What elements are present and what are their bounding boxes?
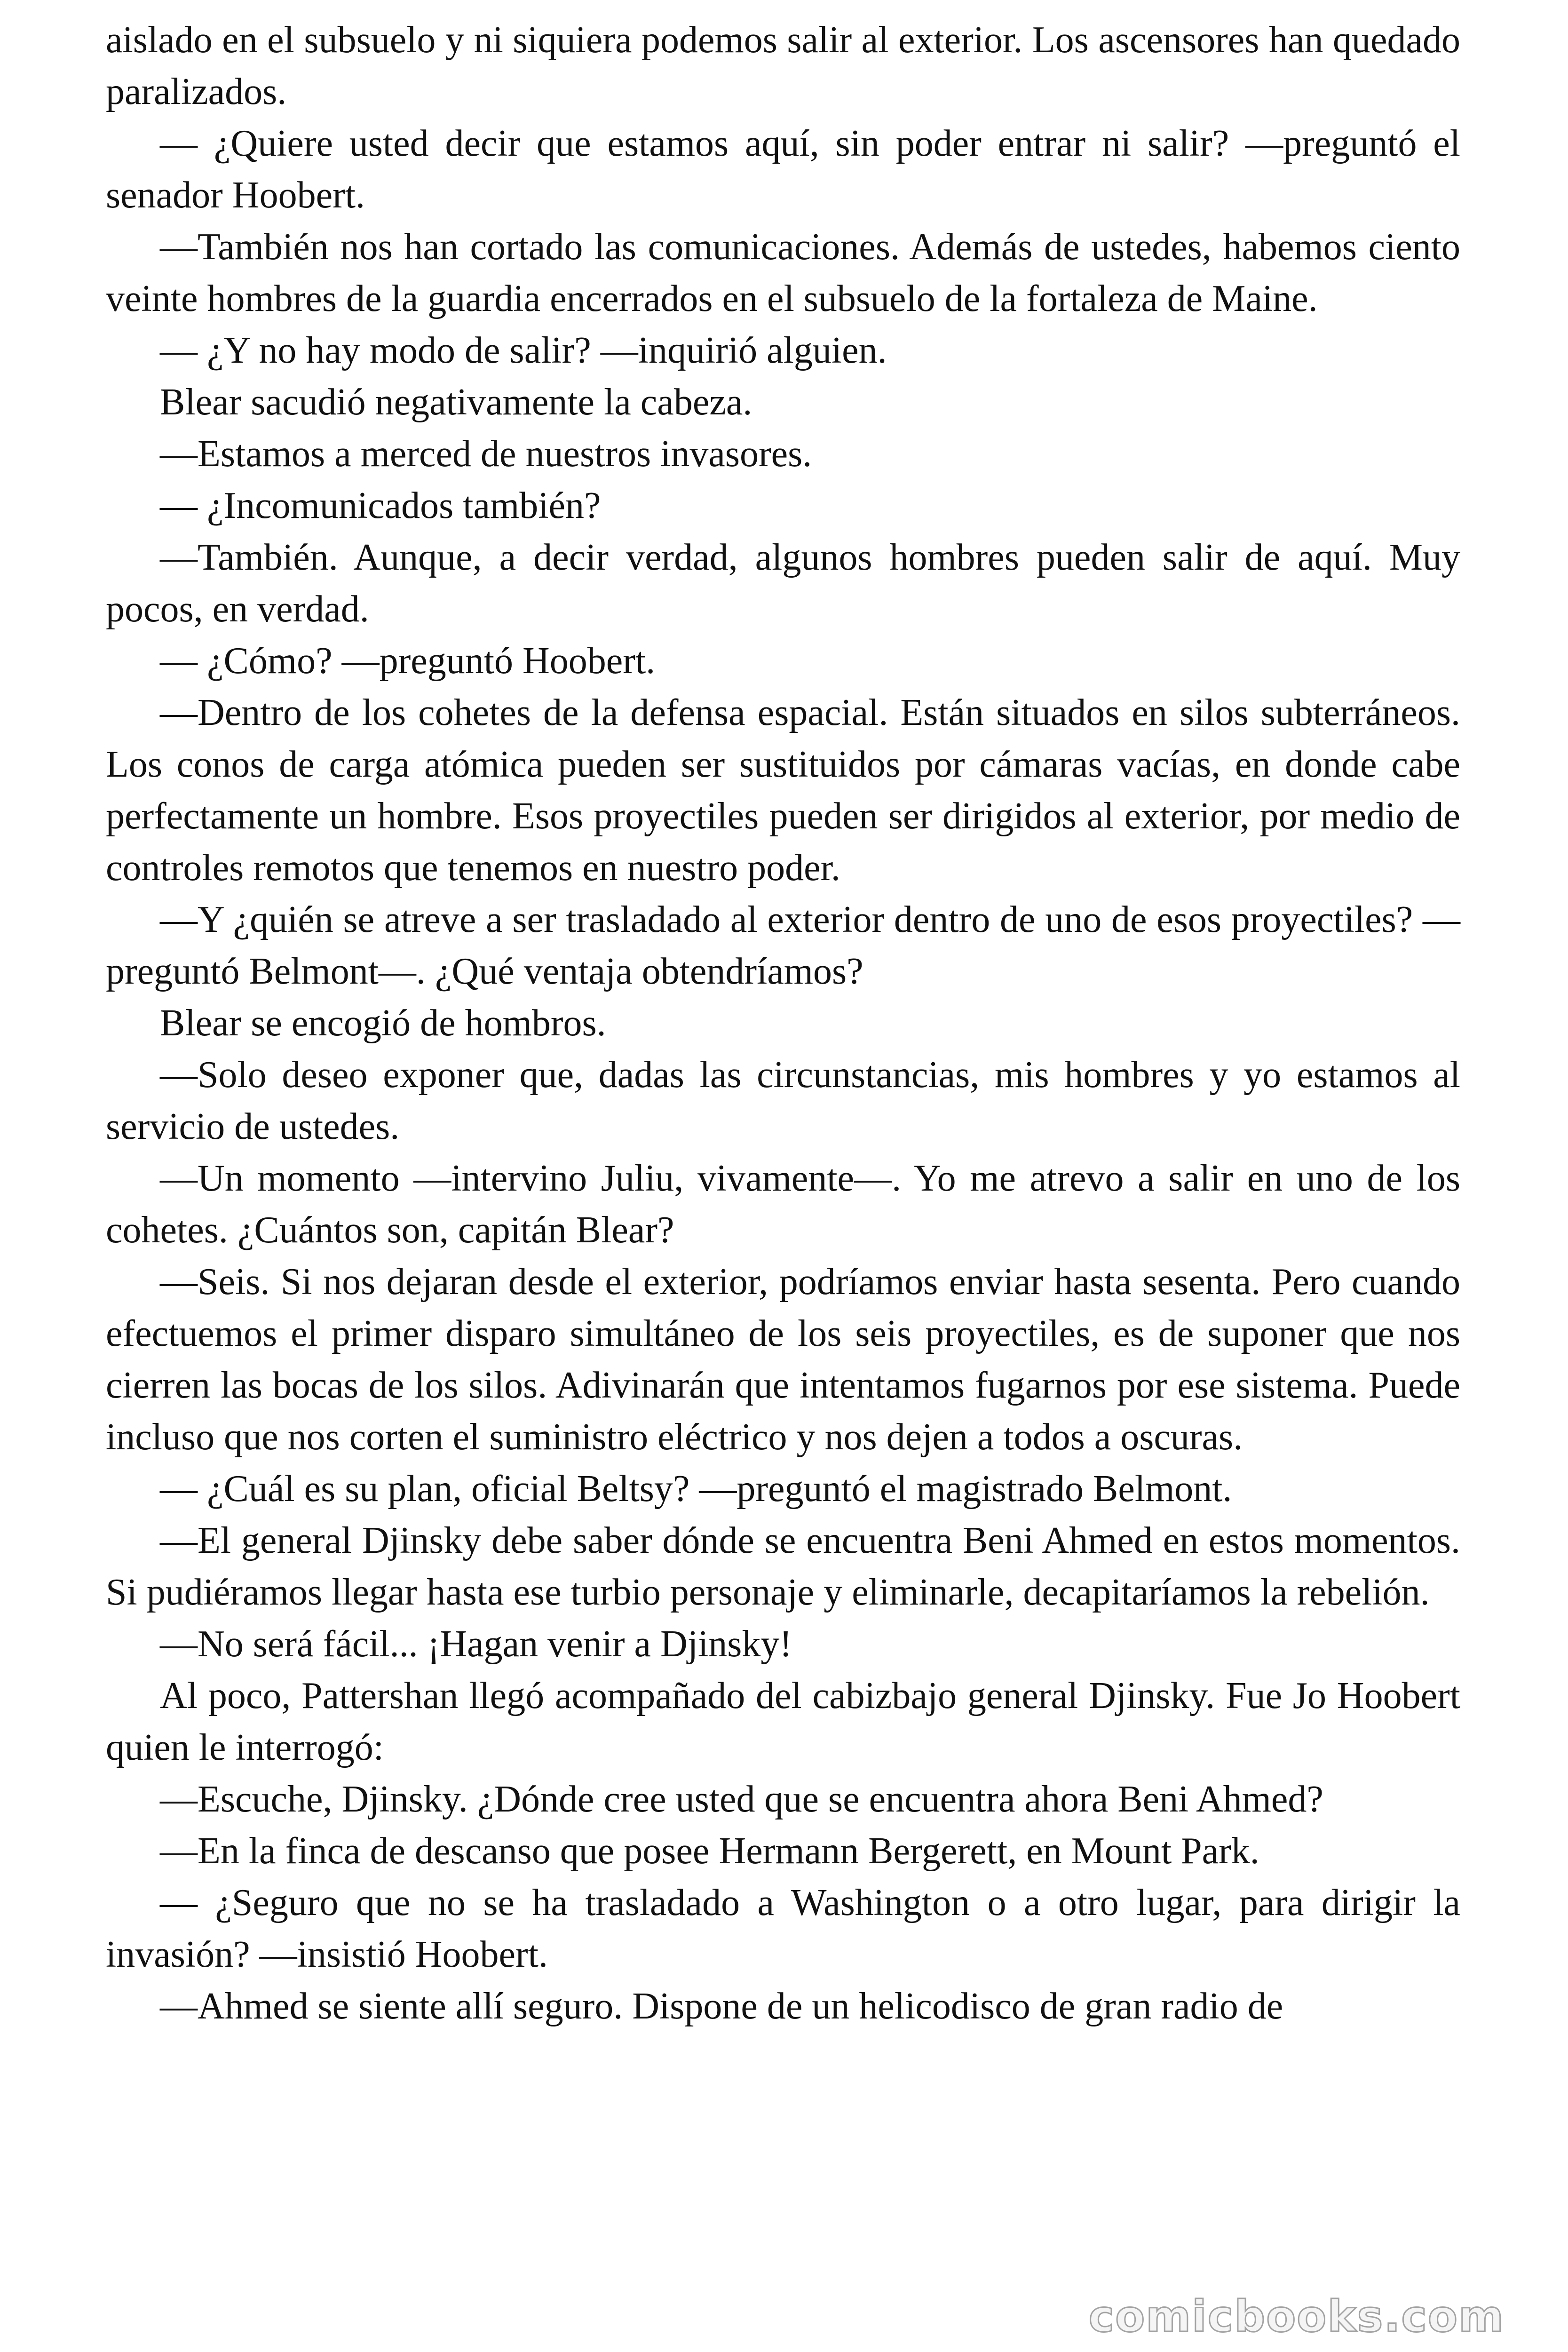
paragraph: —Un momento —intervino Juliu, vivamente—. Yo me atrevo a salir en uno de los cohetes. ¿Cuántos son, capitán Blear? [106,1158,1460,1251]
paragraph: —No será fácil... ¡Hagan venir a Djinsky! [160,1623,792,1665]
watermark-logo: comicbooks.com [1088,2291,1505,2342]
paragraph: —Escuche, Djinsky. ¿Dónde cree usted que se encuentra ahora Beni Ahmed? [160,1779,1323,1820]
paragraph: —Seis. Si nos dejaran desde el exterior, podríamos enviar hasta sesenta. Pero cuando efectuemos el primer disparo simultáneo de los seis proyectiles, es de suponer que nos cierren las bocas de los silos. Adivinarán que intentamos fugarnos por ese sistema. Puede incluso que nos corten el suministro eléctrico y nos dejen a todos a oscuras. [106,1261,1460,1458]
paragraph: — ¿Y no hay modo de salir? —inquirió alguien. [160,330,887,371]
paragraph: aislado en el subsuelo y ni siquiera podemos salir al exterior. Los ascensores han quedado paralizados. [106,19,1460,112]
paragraph: — ¿Incomunicados también? [160,485,601,526]
page-text [106,14,1460,2032]
paragraph: —Estamos a merced de nuestros invasores. [160,433,812,475]
paragraph: — ¿Seguro que no se ha trasladado a Washington o a otro lugar, para dirigir la invasión? —insistió Hoobert. [106,1882,1460,1975]
paragraph: —Y ¿quién se atreve a ser trasladado al exterior dentro de uno de esos proyectiles? —preguntó Belmont—. ¿Qué ventaja obtendríamos? [106,899,1460,992]
paragraph: —En la finca de descanso que posee Hermann Bergerett, en Mount Park. [160,1830,1259,1872]
paragraph: —Ahmed se siente allí seguro. Dispone de un helicodisco de gran radio de [160,1986,1283,2027]
paragraph: Blear sacudió negativamente la cabeza. [160,381,752,423]
paragraph: Blear se encogió de hombros. [160,1002,606,1044]
paragraph: — ¿Cuál es su plan, oficial Beltsy? —preguntó el magistrado Belmont. [160,1468,1232,1510]
paragraph: —Solo deseo exponer que, dadas las circunstancias, mis hombres y yo estamos al servicio de ustedes. [106,1054,1460,1147]
paragraph: —El general Djinsky debe saber dónde se encuentra Beni Ahmed en estos momentos. Si pudiéramos llegar hasta ese turbio personaje y eliminarle, decapitaríamos la rebelión. [106,1520,1460,1613]
paragraph: —Dentro de los cohetes de la defensa espacial. Están situados en silos subterráneos. Los conos de carga atómica pueden ser sustituidos por cámaras vacías, en donde cabe perfectamente un hombre. Esos proyectiles pueden ser dirigidos al exterior, por medio de controles remotos que tenemos en nuestro poder. [106,692,1460,889]
paragraph: —También. Aunque, a decir verdad, algunos hombres pueden salir de aquí. Muy pocos, en verdad. [106,537,1460,630]
paragraph: —También nos han cortado las comunicaciones. Además de ustedes, habemos ciento veinte hombres de la guardia encerrados en el subsuelo de la fortaleza de Maine. [106,226,1460,319]
paragraph: — ¿Quiere usted decir que estamos aquí, sin poder entrar ni salir? —preguntó el senador Hoobert. [106,123,1460,216]
paragraph: — ¿Cómo? —preguntó Hoobert. [160,640,656,682]
paragraph: Al poco, Pattershan llegó acompañado del cabizbajo general Djinsky. Fue Jo Hoobert quien le interrogó: [106,1675,1460,1768]
